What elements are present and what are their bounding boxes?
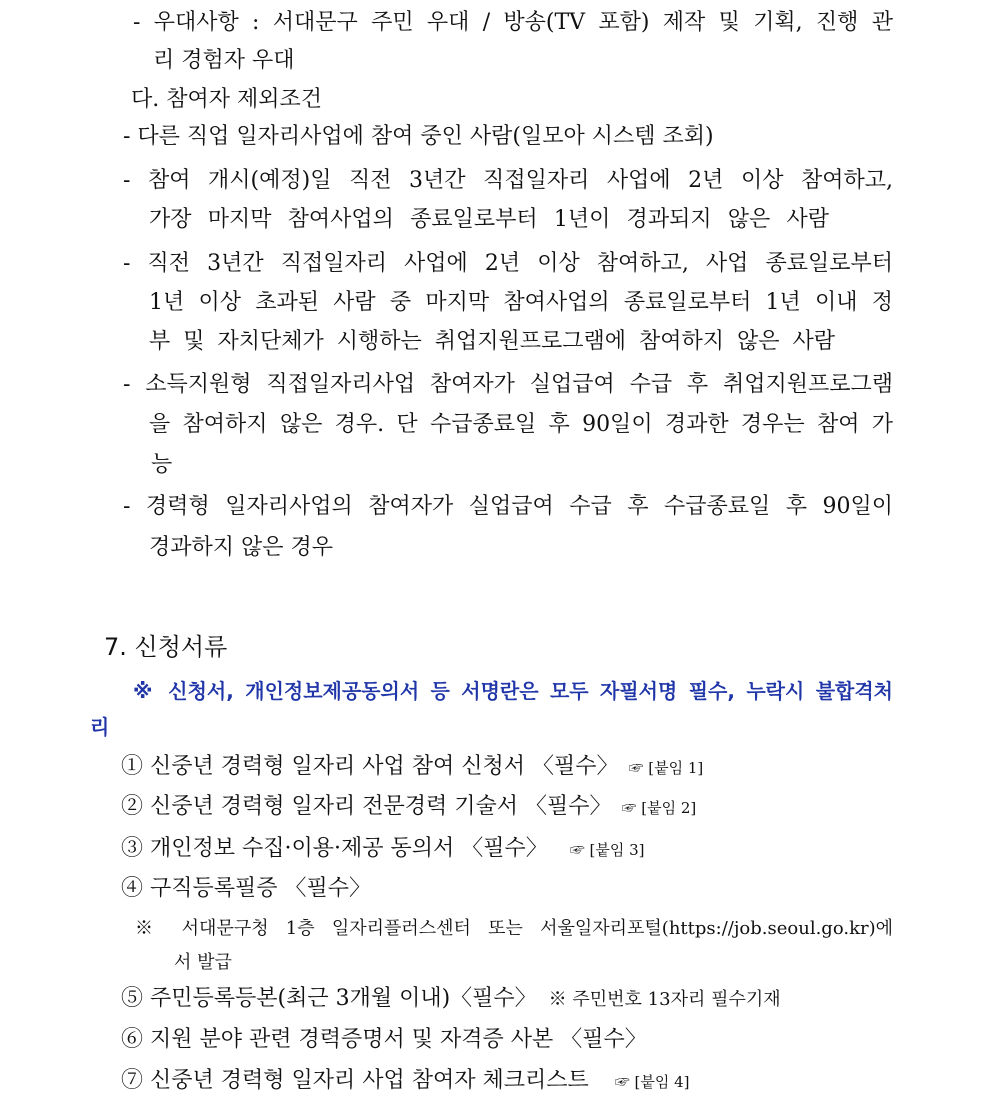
document-item-text: ④ 구직등록필증 〈필수〉 xyxy=(121,876,372,901)
exclusion-item-3-line-3: 부 및 자치단체가 시행하는 취업지원프로그램에 참여하지 않은 사람 xyxy=(149,329,835,354)
exclusion-item-4-line-3: 능 xyxy=(151,452,173,477)
issue-note-line-1: ※ 서대문구청 1층 일자리플러스센터 또는 서울일자리포털(https://job.seoul.go.kr)에 xyxy=(135,918,893,939)
exclusion-item-4-line-1: - 소득지원형 직접일자리사업 참여자가 실업급여 수급 후 취업지원프로그램 xyxy=(123,372,893,397)
attachment-ref: ☞ [붙임 3] xyxy=(569,841,645,859)
document-item xyxy=(121,792,696,823)
exclusion-item-2-line-2: 가장 마지막 참여사업의 종료일로부터 1년이 경과되지 않은 사람 xyxy=(149,207,829,232)
document-item-text: ① 신중년 경력형 일자리 사업 참여 신청서 〈필수〉 xyxy=(121,754,619,779)
document-item xyxy=(121,874,371,904)
exclusion-item-2-line-1: - 참여 개시(예정)일 직전 3년간 직접일자리 사업에 2년 이상 참여하고, xyxy=(123,168,893,193)
document-item xyxy=(121,752,703,783)
document-item-text: ⑥ 지원 분야 관련 경력증명서 및 자격증 사본 〈필수〉 xyxy=(121,1027,647,1052)
exclusion-heading: 다. 참여자 제외조건 xyxy=(131,87,322,112)
document-item xyxy=(121,834,645,865)
exclusion-item-3-line-2: 1년 이상 초과된 사람 중 마지막 참여사업의 종료일로부터 1년 이내 정 xyxy=(149,290,893,315)
resident-number-note: ※ 주민번호 13자리 필수기재 xyxy=(548,989,781,1010)
preference-line-1: - 우대사항 : 서대문구 주민 우대 / 방송(TV 포함) 제작 및 기획, 진행 관 xyxy=(133,10,893,35)
document-item xyxy=(121,1025,647,1055)
document-item-text: ③ 개인정보 수집·이용·제공 동의서 〈필수〉 xyxy=(121,836,548,861)
exclusion-item-5-line-1: - 경력형 일자리사업의 참여자가 실업급여 수급 후 수급종료일 후 90일이 xyxy=(123,494,893,519)
exclusion-item-4-line-2: 을 참여하지 않은 경우. 단 수급종료일 후 90일이 경과한 경우는 참여 가 xyxy=(149,412,893,437)
document-item-text: ② 신중년 경력형 일자리 전문경력 기술서 〈필수〉 xyxy=(121,794,612,819)
document-item xyxy=(121,984,781,1015)
attachment-ref: ☞ [붙임 1] xyxy=(628,759,704,777)
exclusion-item-1-line-1: - 다른 직업 일자리사업에 참여 중인 사람(일모아 시스템 조회) xyxy=(123,124,714,149)
document-item xyxy=(121,1066,690,1097)
exclusion-item-5-line-2: 경과하지 않은 경우 xyxy=(149,535,334,560)
attachment-ref: ☞ [붙임 4] xyxy=(614,1073,690,1091)
section-7-heading: 7. 신청서류 xyxy=(104,633,228,661)
signature-notice-line-2: 리 xyxy=(90,715,110,739)
document-item-text: ⑤ 주민등록등본(최근 3개월 이내)〈필수〉 xyxy=(121,986,537,1011)
exclusion-item-3-line-1: - 직전 3년간 직접일자리 사업에 2년 이상 참여하고, 사업 종료일로부터 xyxy=(123,251,893,276)
signature-notice-line-1: ※ 신청서, 개인정보제공동의서 등 서명란은 모두 자필서명 필수, 누락시 불합격처 xyxy=(133,679,893,703)
preference-line-2: 리 경험자 우대 xyxy=(153,48,295,73)
attachment-ref: ☞ [붙임 2] xyxy=(621,799,697,817)
issue-note-line-2: 서 발급 xyxy=(174,952,232,973)
document-item-text: ⑦ 신중년 경력형 일자리 사업 참여자 체크리스트 xyxy=(121,1068,589,1093)
